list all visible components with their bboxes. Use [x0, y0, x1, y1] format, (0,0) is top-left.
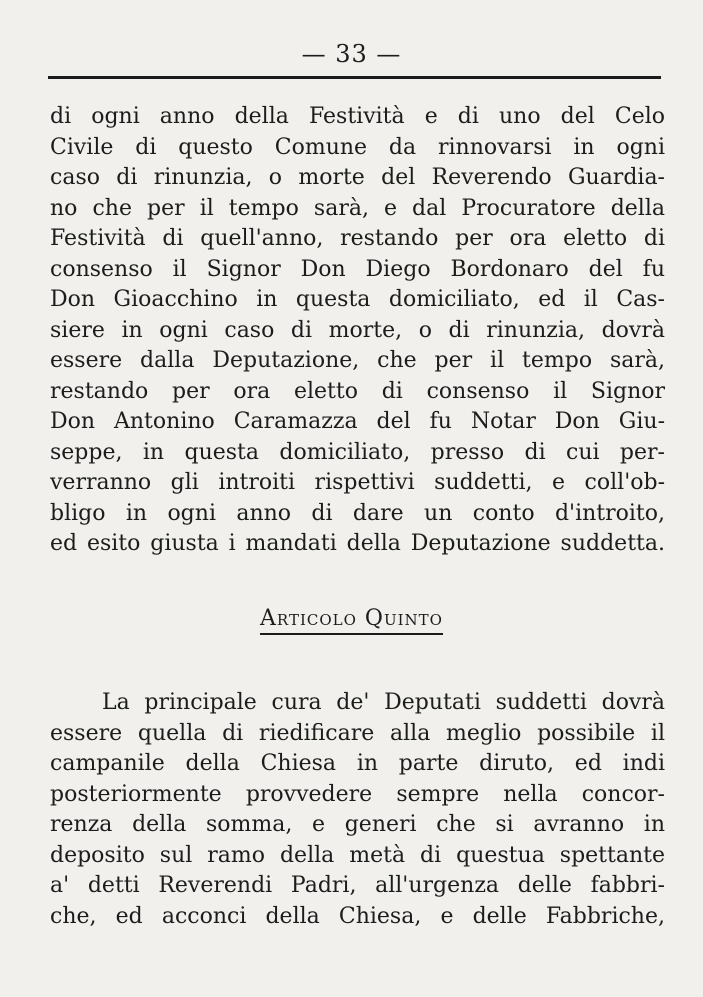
page-number: — 33 — [301, 40, 402, 68]
text-line: seppe, in questa domiciliato, presso di cui per- [50, 439, 665, 465]
text-line: La principale cura de' Deputati suddetti dovrà [102, 690, 665, 715]
text-line: siere in ogni caso di morte, o di rinunzia, dovrà [50, 317, 665, 343]
text-line: bligo in ogni anno di dare un conto d'introito, [50, 500, 665, 526]
text-line: essere dalla Deputazione, che per il tempo sarà, [50, 348, 665, 373]
text-line: campanile della Chiesa in parte diruto, ed indi [50, 751, 665, 776]
text-line: caso di rinunzia, o morte del Reverendo Guardia- [50, 165, 665, 190]
text-line: posteriormente provvedere sempre nella concor- [50, 781, 665, 807]
paragraph-article-continuation [50, 102, 665, 560]
text-line: ed esito giusta i mandati della Deputazione suddetta. [50, 531, 665, 556]
text-line: consenso il Signor Don Diego Bordonaro del fu [50, 256, 665, 282]
text-line: a' detti Reverendi Padri, all'urgenza delle fabbri- [50, 873, 665, 898]
text-line: Don Antonino Caramazza del fu Notar Don Giu- [50, 409, 665, 434]
text-line: essere quella di riedificare alla meglio possibile il [50, 720, 665, 746]
article-heading [0, 606, 703, 631]
text-line: Don Gioacchino in questa domiciliato, ed il Cas- [50, 287, 665, 312]
text-line: renza della somma, e generi che si avranno in [50, 812, 665, 837]
paragraph-article-five [50, 688, 665, 932]
text-line: verranno gli introiti rispettivi suddetti, e coll'ob- [50, 470, 665, 495]
text-line: Civile di questo Comune da rinnovarsi in ogni [50, 134, 665, 160]
text-line: restando per ora eletto di consenso il Signor [50, 378, 665, 404]
article-heading-text: Articolo Quinto [260, 606, 443, 635]
text-line: Festività di quell'anno, restando per ora eletto di [50, 226, 665, 251]
text-line: no che per il tempo sarà, e dal Procuratore della [50, 195, 665, 221]
header-rule [48, 76, 661, 79]
text-line: di ogni anno della Festività e di uno del Celo [50, 104, 665, 129]
text-line: che, ed acconci della Chiesa, e delle Fabbriche, [50, 903, 665, 929]
text-line: deposito sul ramo della metà di questua spettante [50, 842, 665, 868]
